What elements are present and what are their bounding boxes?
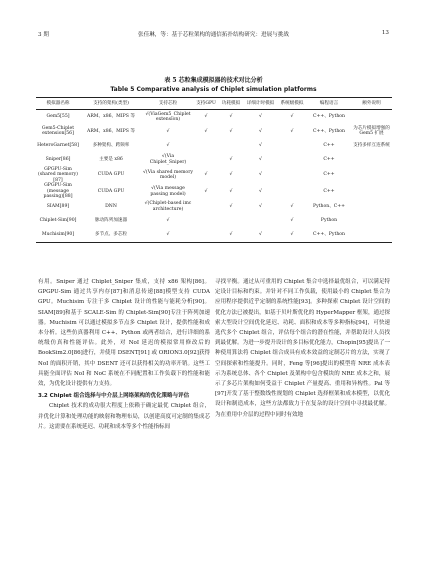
table-cell: √: [166, 218, 170, 224]
table-cell: √: [229, 204, 233, 210]
header-cell: 支持芯粒: [142, 98, 194, 110]
header-cell: 系统级模拟: [277, 98, 307, 110]
table-cell: 多节点、多芯粒: [80, 228, 142, 243]
header-cell: 模拟器名称: [36, 98, 80, 110]
table-cell: √: [259, 156, 262, 162]
table-cell: [277, 138, 307, 152]
table-caption-en: Table 5 Comparative analysis of Chiplet simulation platforms: [110, 86, 317, 93]
table-cell: C++: [323, 172, 335, 178]
table-cell: Chiplet-Sim[90]: [39, 218, 77, 224]
table-cell: √(ViaGem5_Chiplet extension): [145, 111, 191, 123]
header-cell: 编程语言: [307, 98, 351, 110]
table-cell: [351, 183, 392, 200]
table-cell: C++: [323, 188, 335, 194]
table-cell: √: [204, 114, 208, 120]
table-cell: √: [244, 228, 277, 243]
table-row: [36, 183, 392, 200]
table-cell: √: [290, 114, 294, 120]
table-cell: [277, 153, 307, 167]
table-cell: √: [290, 204, 294, 210]
table-cell: 支持多样互连系统: [353, 142, 390, 148]
page-header: [38, 30, 389, 42]
header-cell: 详细计时模拟: [244, 98, 277, 110]
table-cell: 多种架构、跨频率: [92, 142, 130, 148]
paragraph: 有用。Sniper 通过 Chiplet_Sniper 集成，支持 x86 架构[86]。GPGPU-Sim 通过共享内存[87]和消息传递[88]模型支持 CUDA GPU。Muchisim 专注于多 Chiplet 设计的性能与能耗分析[90]。SIAM[89]和基于 SCALE-Sim 的 Chiplet-Sim[90]专注于阵列加速器。Muchisim 可以通过模拟多节点多 Chiplet 设计，提供性能和成本分析。这些仿真器利用 C++、Python 或两者结合，进行详细的系统级仿真和性能评估。此外，对 NoI 延迟的模拟常用修改后的 BookSim2.0[86]进行，并使用 DSENT[91] 或 ORION3.0[92]获得 NoI 的面积开销，其中 DSENT 还可以获得相关的功率开销。这些工具能全面评估 NoI 和 NoC 系统在不同配置和工作负载下的性能和能效，为优化设计提供有力支持。: [38, 279, 210, 388]
paragraph: Chiplet 技术的成功很大程度上依赖于确定最优 Chiplet 组合，并优化计算和处理功能的映射和物理布局，以创建高度可定制的集成芯片。这需要在系统延迟、功耗和成本等多个性能指标间: [38, 403, 210, 430]
table-cell: √: [166, 142, 170, 148]
header-cell: 支持GPU: [194, 98, 218, 110]
table-cell: [277, 167, 307, 184]
table-cell: √: [259, 142, 262, 148]
left-text-column: [38, 277, 210, 432]
table-cell: √: [259, 204, 262, 210]
table-cell: C++、Python: [307, 228, 351, 243]
table-cell: √(Chiplet-based imc architecture): [144, 201, 192, 212]
table-cell: √: [259, 128, 262, 134]
table-cell: [351, 200, 392, 214]
table-cell: C++: [323, 142, 335, 148]
table-cell: HeteroGarnet[58]: [37, 142, 79, 148]
header-cell: 支持的架构(类型): [80, 98, 142, 110]
table-cell: √(Via shared memory model): [143, 169, 193, 180]
table-row: [36, 167, 392, 184]
table-cell: Gem5-Chiplet extension[56]: [41, 125, 75, 137]
table-cell: √: [259, 114, 262, 120]
table-cell: Python、C++: [312, 204, 346, 210]
table-cell: Muchisim[90]: [36, 228, 80, 243]
table-cell: √: [259, 172, 262, 178]
table-cell: 为芯片模拟增强的 Gem5 扩展: [353, 125, 390, 137]
table-cell: GPGPU-Sim (message passing)[88]: [43, 183, 73, 200]
table-cell: √: [229, 156, 233, 162]
table-row: [36, 214, 392, 228]
table-cell: Sniper[86]: [45, 156, 71, 162]
page-number: 13: [381, 30, 389, 36]
table-cell: Gem5[55]: [46, 114, 70, 120]
table-cell: [194, 214, 218, 228]
table-cell: √: [229, 188, 233, 194]
table-cell: 脉动阵列加速器: [94, 218, 128, 224]
table-cell: √: [290, 218, 294, 224]
table-cell: ARM、x86、MIPS 等: [87, 128, 135, 134]
table-cell: √(Via Chiplet_Sniper): [149, 154, 187, 165]
table-row: [36, 153, 392, 167]
table-row: [36, 110, 392, 125]
table-cell: DNN: [105, 204, 117, 210]
table-cell: [194, 228, 218, 243]
paragraph: 寻找平衡。通过从可重用的 Chiplet 集合中选择最优组合，可以满足特定设计目标和约束。并针对不同工作负载，使用最小的 Chiplet 集合为应用程序提供近乎定制的系统性能[93]。多种探索 Chiplet 设计空间的优化方法已被提出，如基于贝叶斯优化的 HyperMapper 框架，通过探索大型设计空间优化延迟、功耗、面积和成本等多种指标[94]，可快速选代多个 Chiplet 组合，评估每个组合的潜在性能，并帮助设计人员找到最优解。为进一步提升设计的多目标优化能力，Chopin[95]提出了一种使用算法将 Chiplet 组合成具有成本效益的定制芯片的方法，实现了空间探索和性能提升。同时，Feng 等[96]提出的模型将 NRE 成本表示为系统总体、各个 Chiplet 及架构中包含模块的 NRE 成本之和，展示了多芯片架构如何受益于 Chiplet 产量提高、重用和异构性。Pal 等[97]开发了基于整数线性规划的 Chiplet 选择框架和成本模型，以优化设计和制造成本，这些方法都致力于在复杂的设计空间中寻找最优解。为在重用中介层的过程中同时有效地: [215, 279, 390, 418]
simulator-comparison-table: [36, 97, 392, 243]
issue-number: 3 期: [38, 32, 49, 38]
table-cell: SIAM[89]: [46, 204, 70, 210]
table-cell: [194, 200, 218, 214]
table-cell: C++、Python: [312, 114, 346, 120]
table-row: [36, 138, 392, 152]
table-cell: √: [218, 228, 244, 243]
table-cell: Python: [320, 218, 338, 224]
table-cell: C++: [323, 156, 335, 162]
table-cell: [194, 153, 218, 167]
table-cell: [351, 228, 392, 243]
table-cell: √: [229, 128, 233, 134]
table-cell: [194, 138, 218, 152]
table-cell: √: [290, 128, 294, 134]
table-cell: [218, 138, 244, 152]
running-title: 张佳琳，等：基于芯粒架构的通信拓扑结构研究：进展与挑战: [137, 32, 290, 38]
table-cell: [277, 183, 307, 200]
table-cell: [351, 214, 392, 228]
table-cell: √: [204, 172, 208, 178]
table-cell: √: [142, 228, 194, 243]
table-cell: √(Via message passing model): [150, 186, 186, 197]
table-cell: √: [204, 188, 208, 194]
table-row: [36, 124, 392, 138]
table-cell: √: [204, 128, 208, 134]
table-cell: [244, 214, 277, 228]
table-cell: √: [259, 188, 262, 194]
table-cell: √: [277, 228, 307, 243]
table-cell: CUDA GPU: [97, 172, 125, 178]
header-cell: 功耗模拟: [218, 98, 244, 110]
table-header-row: [36, 98, 392, 110]
table-cell: 主要是 x86: [99, 156, 123, 162]
table-cell: CUDA GPU: [97, 188, 125, 194]
table-cell: [351, 167, 392, 184]
right-text-column: [215, 277, 390, 420]
table-cell: √: [229, 114, 233, 120]
table-row: [36, 228, 392, 243]
table-cell: √: [229, 172, 233, 178]
section-heading: 3.2 Chiplet 组合选择与中介层上网络架构的优化策略与评估: [38, 393, 190, 400]
table-cell: ARM、x86、MIPS 等: [87, 114, 135, 120]
table-row: [36, 200, 392, 214]
header-cell: 额外说明: [351, 98, 392, 110]
table-caption-cn: 表 5 芯粒集成模拟器的技术对比分析: [164, 77, 263, 84]
table-cell: C++、Python: [312, 128, 346, 134]
table-cell: √: [166, 128, 170, 134]
table-cell: [351, 153, 392, 167]
table-cell: [351, 110, 392, 125]
table-cell: [218, 214, 244, 228]
table-cell: GPGPU-Sim (shared memory)[87]: [38, 166, 78, 183]
